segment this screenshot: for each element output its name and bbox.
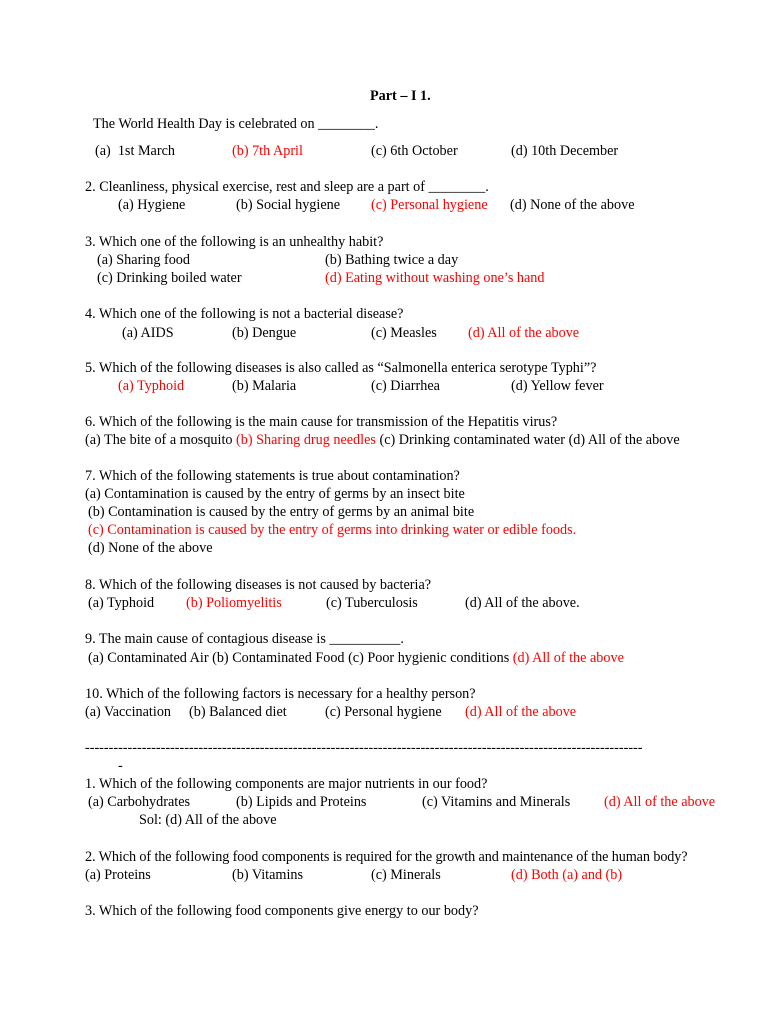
q10-option-d-answer: (d) All of the above xyxy=(465,704,577,720)
q4-option-c: (c) Measles xyxy=(371,325,437,341)
q9-options-line xyxy=(88,650,624,667)
q1-stem: The World Health Day is celebrated on ________. xyxy=(93,116,379,132)
q5-option-d: (d) Yellow fever xyxy=(511,378,604,394)
q10-option-b: (b) Balanced diet xyxy=(189,704,287,720)
q7-option-a: (a) Contamination is caused by the entry of germs by an insect bite xyxy=(85,486,465,502)
p2q1-stem: 1. Which of the following components are major nutrients in our food? xyxy=(85,776,488,792)
p2q2-option-b: (b) Vitamins xyxy=(232,867,303,883)
q8-stem: 8. Which of the following diseases is not caused by bacteria? xyxy=(85,577,432,593)
q10-stem: 10. Which of the following factors is necessary for a healthy person? xyxy=(85,686,476,702)
section-separator: ---------------------------------------------------------------------------------------------------------------------- xyxy=(85,740,643,756)
q1-option-d: (d) 10th December xyxy=(511,143,619,159)
p2q1-solution: Sol: (d) All of the above xyxy=(139,812,277,828)
section-separator-tail: - xyxy=(118,758,123,774)
p2q3-stem: 3. Which of the following food components give energy to our body? xyxy=(85,903,479,919)
q5-stem: 5. Which of the following diseases is also called as “Salmonella enterica serotype Typhi”? xyxy=(85,360,597,376)
q6-option-d: (d) All of the above xyxy=(568,432,680,448)
q9-option-b: (b) Contaminated Food xyxy=(212,650,345,666)
q2-option-c-answer: (c) Personal hygiene xyxy=(371,197,488,213)
q3-option-b: (b) Bathing twice a day xyxy=(325,252,459,268)
p2q2-option-a: (a) Proteins xyxy=(85,867,151,883)
q7-option-c-answer: (c) Contamination is caused by the entry of germs into drinking water or edible foods. xyxy=(88,522,577,538)
p2q2-option-c: (c) Minerals xyxy=(371,867,441,883)
q10-option-c: (c) Personal hygiene xyxy=(325,704,442,720)
page-title: Part – I 1. xyxy=(370,88,431,104)
q5-option-a-answer: (a) Typhoid xyxy=(118,378,185,394)
q5-option-c: (c) Diarrhea xyxy=(371,378,440,394)
p2q1-option-d-answer: (d) All of the above xyxy=(604,794,716,810)
q3-option-c: (c) Drinking boiled water xyxy=(97,270,242,286)
q1-option-b-answer: (b) 7th April xyxy=(232,143,303,159)
p2q2-stem: 2. Which of the following food components is required for the growth and maintenance of the human body? xyxy=(85,849,688,865)
q2-option-a: (a) Hygiene xyxy=(118,197,186,213)
q6-option-c: (c) Drinking contaminated water xyxy=(379,432,566,448)
q9-stem: 9. The main cause of contagious disease is __________. xyxy=(85,631,404,647)
q3-option-a: (a) Sharing food xyxy=(97,252,190,268)
q9-option-a: (a) Contaminated Air xyxy=(88,650,209,666)
q6-option-b-answer: (b) Sharing drug needles xyxy=(236,432,376,448)
q8-option-c: (c) Tuberculosis xyxy=(326,595,418,611)
q1-option-a: (a) 1st March xyxy=(95,143,175,159)
q5-option-b: (b) Malaria xyxy=(232,378,297,394)
q7-stem: 7. Which of the following statements is true about contamination? xyxy=(85,468,460,484)
p2q2-option-d-answer: (d) Both (a) and (b) xyxy=(511,867,623,883)
p2q1-option-a: (a) Carbohydrates xyxy=(88,794,191,810)
p2q1-option-b: (b) Lipids and Proteins xyxy=(236,794,367,810)
q8-option-b-answer: (b) Poliomyelitis xyxy=(186,595,282,611)
q2-option-d: (d) None of the above xyxy=(510,197,635,213)
q2-stem: 2. Cleanliness, physical exercise, rest and sleep are a part of ________. xyxy=(85,179,489,195)
q4-option-a: (a) AIDS xyxy=(122,325,174,341)
q1-option-c: (c) 6th October xyxy=(371,143,458,159)
q4-stem: 4. Which one of the following is not a bacterial disease? xyxy=(85,306,404,322)
q4-option-b: (b) Dengue xyxy=(232,325,297,341)
q9-option-c: (c) Poor hygienic conditions xyxy=(348,650,510,666)
q8-option-d: (d) All of the above. xyxy=(465,595,580,611)
q6-option-a: (a) The bite of a mosquito xyxy=(85,432,233,448)
q7-option-b: (b) Contamination is caused by the entry of germs by an animal bite xyxy=(88,504,475,520)
q6-stem: 6. Which of the following is the main cause for transmission of the Hepatitis virus? xyxy=(85,414,558,430)
q9-option-d-answer: (d) All of the above xyxy=(512,650,624,666)
q7-option-d: (d) None of the above xyxy=(88,540,213,556)
q10-option-a: (a) Vaccination xyxy=(85,704,172,720)
p2q1-option-c: (c) Vitamins and Minerals xyxy=(422,794,571,810)
q4-option-d-answer: (d) All of the above xyxy=(468,325,580,341)
q8-option-a: (a) Typhoid xyxy=(88,595,155,611)
q2-option-b: (b) Social hygiene xyxy=(236,197,341,213)
q3-option-d-answer: (d) Eating without washing one’s hand xyxy=(325,270,545,286)
q3-stem: 3. Which one of the following is an unhealthy habit? xyxy=(85,234,384,250)
q6-options-line xyxy=(85,432,680,449)
